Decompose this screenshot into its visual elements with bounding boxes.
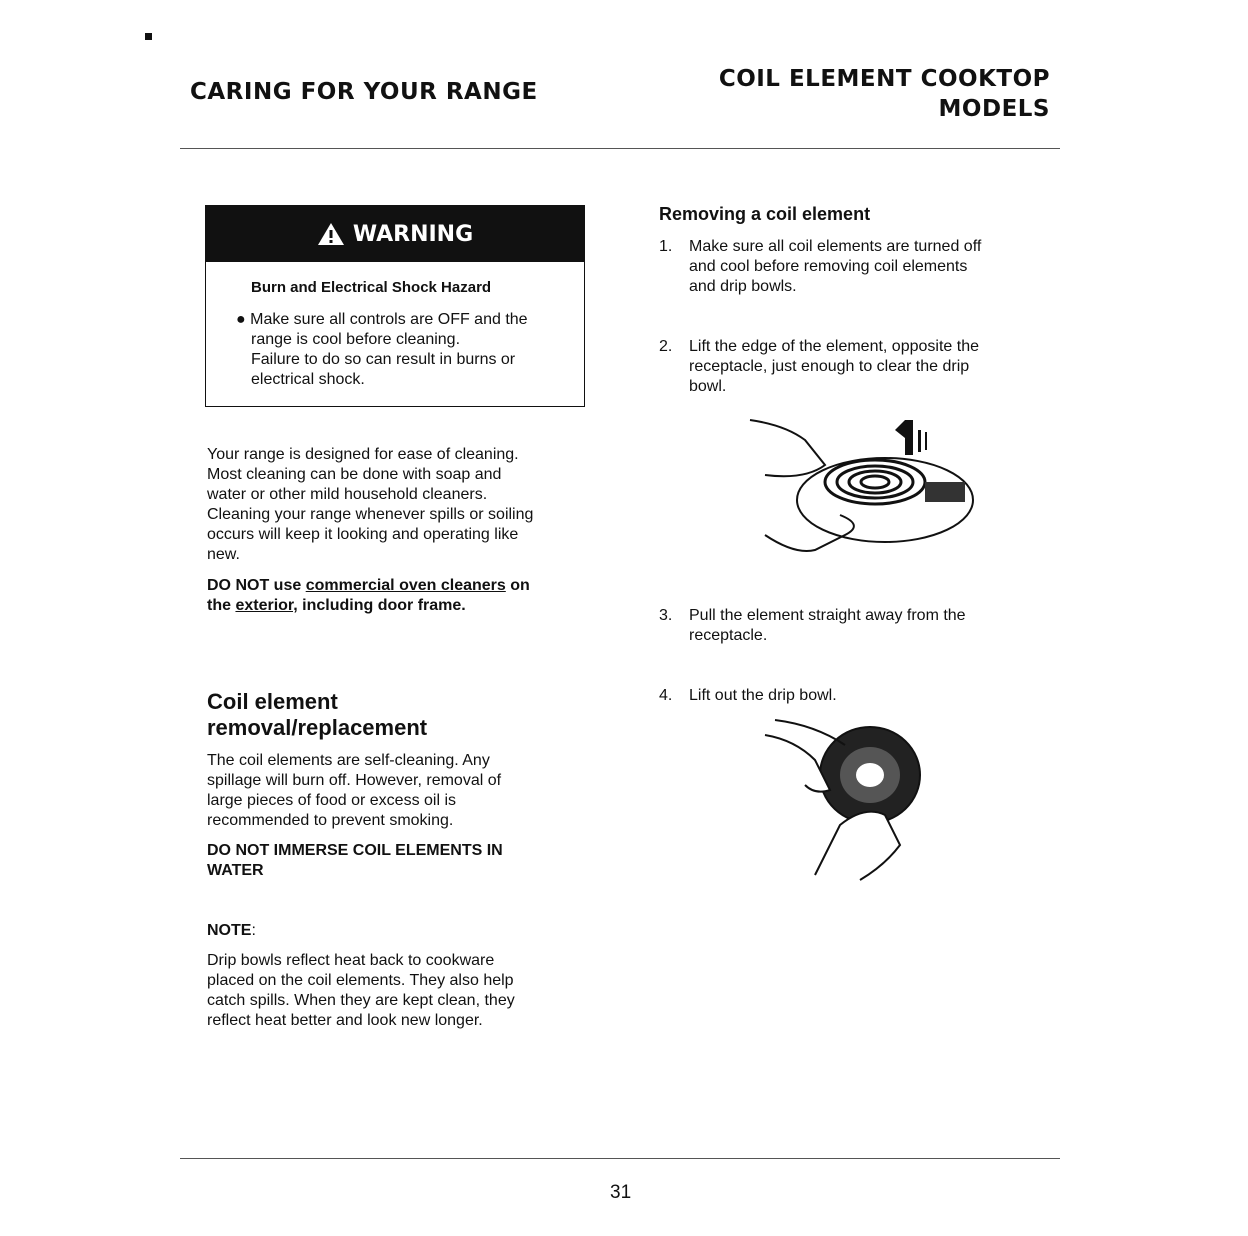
arrow-icon — [895, 420, 927, 455]
coil-section-text: The coil elements are self-cleaning. Any spillage will burn off. However, removal of large pieces of food or excess oil is recommended to prevent smoking. — [207, 752, 502, 829]
note-label: NOTE: — [207, 922, 256, 939]
header-divider — [180, 148, 1060, 149]
warning-text: ● Make sure all controls are OFF and the range is cool before cleaning. Failure to do so can result in burns or electrical shock. — [236, 311, 528, 388]
warning-box — [205, 205, 585, 407]
bullet: ● — [236, 311, 251, 328]
warning-header: WARNING — [206, 206, 584, 262]
oven-cleaner-caution: DO NOT use commercial oven cleaners on the exterior, including door frame. — [207, 577, 530, 614]
lift-element-illustration — [745, 410, 980, 565]
corner-mark — [145, 33, 152, 40]
section-title: CARING FOR YOUR RANGE — [190, 79, 538, 105]
drip-bowl-illustration — [755, 715, 930, 885]
page-number: 31 — [610, 1182, 632, 1203]
footer-divider — [180, 1158, 1060, 1159]
removing-heading: Removing a coil element — [659, 204, 871, 224]
immerse-caution: DO NOT IMMERSE COIL ELEMENTS IN WATER — [207, 842, 503, 879]
intro-paragraph: Your range is designed for ease of cleaning. Most cleaning can be done with soap and water or other mild household cleaners. Cleaning your range whenever spills or soiling occurs will keep it looking and operating like new. — [207, 446, 534, 563]
coil-section-heading: Coil element removal/replacement — [207, 689, 428, 740]
note-text: Drip bowls reflect heat back to cookware placed on the coil elements. They also help catch spills. When they are kept clean, they reflect heat better and look new longer. — [207, 952, 515, 1029]
page-title: COIL ELEMENT COOKTOP MODELS — [718, 66, 1050, 122]
warning-triangle-icon — [317, 222, 345, 246]
hazard-title: Burn and Electrical Shock Hazard — [251, 279, 492, 296]
